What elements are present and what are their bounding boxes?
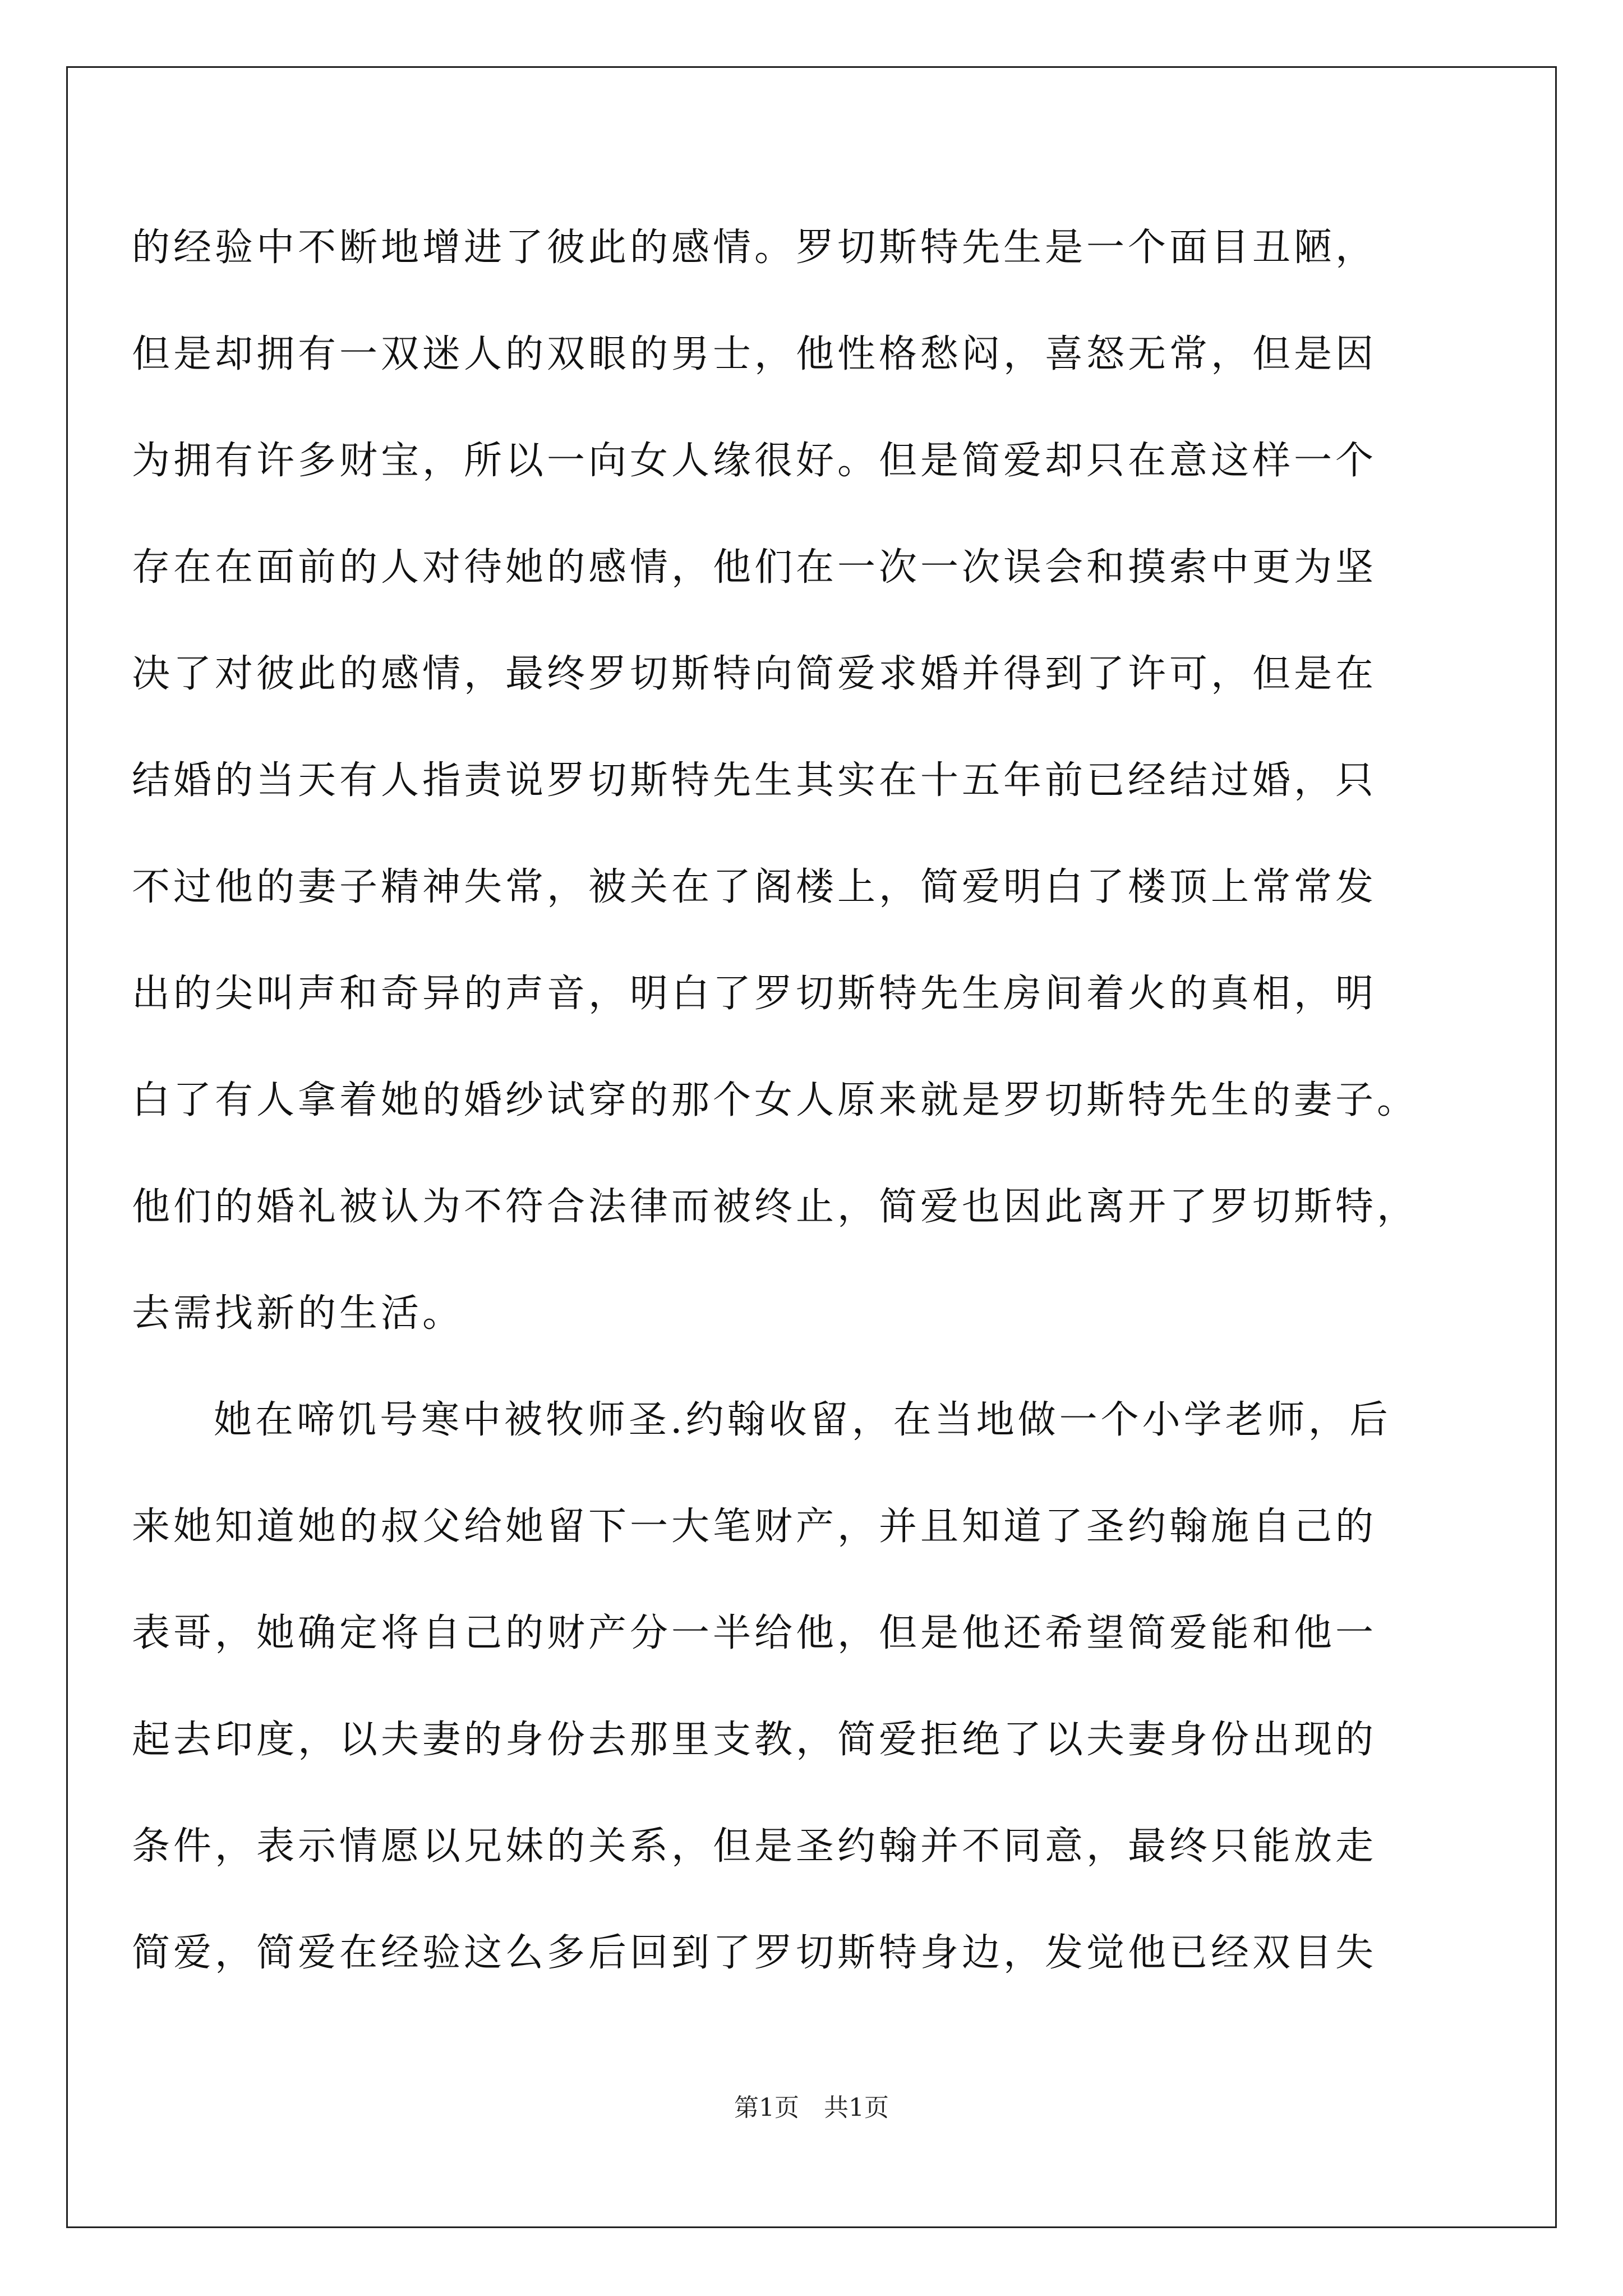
text-line: 去需找新的生活。	[132, 1291, 464, 1336]
text-line: 简爱，简爱在经验这么多后回到了罗切斯特身边，发觉他已经双目失	[132, 1931, 1377, 1975]
text-line: 存在在面前的人对待她的感情，他们在一次一次误会和摸索中更为坚	[132, 545, 1377, 590]
text-line: 但是却拥有一双迷人的双眼的男士，他性格愁闷，喜怒无常，但是因	[132, 332, 1377, 376]
text-line: 表哥，她确定将自己的财产分一半给他，但是他还希望简爱能和他一	[132, 1611, 1377, 1655]
text-line: 条件，表示情愿以兄妹的关系，但是圣约翰并不同意，最终只能放走	[132, 1824, 1377, 1869]
page-number-footer: 第1页 共1页	[734, 2093, 889, 2122]
text-line: 的经验中不断地增进了彼此的感情。罗切斯特先生是一个面目丑陋，	[132, 226, 1377, 270]
text-line: 决了对彼此的感情，最终罗切斯特向简爱求婚并得到了许可，但是在	[132, 652, 1377, 696]
text-line: 结婚的当天有人指责说罗切斯特先生其实在十五年前已经结过婚，只	[132, 758, 1377, 803]
text-line: 他们的婚礼被认为不符合法律而被终止，简爱也因此离开了罗切斯特，	[132, 1185, 1419, 1229]
text-line: 来她知道她的叔父给她留下一大笔财产，并且知道了圣约翰施自己的	[132, 1504, 1377, 1549]
text-line: 出的尖叫声和奇异的声音，明白了罗切斯特先生房间着火的真相，明	[132, 972, 1377, 1016]
text-line: 白了有人拿着她的婚纱试穿的那个女人原来就是罗切斯特先生的妻子。	[132, 1078, 1419, 1122]
text-line: 起去印度，以夫妻的身份去那里支教，简爱拒绝了以夫妻身份出现的	[132, 1718, 1377, 1762]
page-border	[66, 66, 1557, 2228]
paragraph-first-line: 她在啼饥号寒中被牧师圣.约翰收留，在当地做一个小学老师，后	[214, 1398, 1391, 1442]
text-line: 不过他的妻子精神失常，被关在了阁楼上，简爱明白了楼顶上常常发	[132, 865, 1377, 909]
text-line: 为拥有许多财宝，所以一向女人缘很好。但是简爱却只在意这样一个	[132, 439, 1377, 483]
